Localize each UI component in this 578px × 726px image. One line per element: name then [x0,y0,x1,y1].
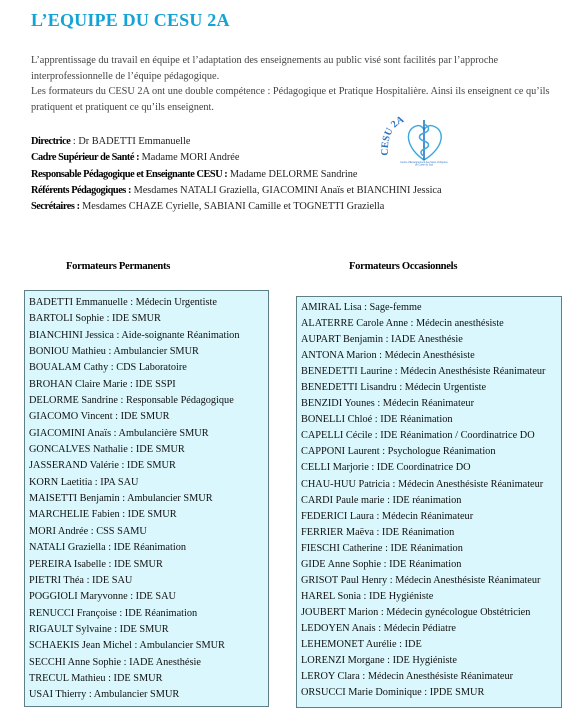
page-title: L’EQUIPE DU CESU 2A [31,10,230,30]
list-item: AMIRAL Lisa : Sage-femme [301,302,422,313]
list-item: GONCALVES Nathalie : IDE SMUR [29,444,185,456]
list-item: CARDI Paule marie : IDE réanimation [301,494,462,506]
list-item: ORSUCCI Marie Dominique : IPDE SMUR [301,687,485,699]
list-item: JOUBERT Marion : Médecin gynécologue Obstétricien [301,606,531,618]
logo-text: CESU 2A [380,114,406,156]
staff-cadre-superieur: Cadre Supérieur de Santé : Madame MORI Andrée [31,152,240,164]
list-item: MAISETTI Benjamin : Ambulancier SMUR [29,493,213,505]
cesu-logo [380,110,462,166]
permanents-heading: Formateurs Permanents [66,261,171,272]
list-item: CELLI Marjorie : IDE Coordinatrice DO [301,462,471,474]
list-item: BENZIDI Younes : Médecin Réanimateur [301,398,475,410]
list-item: BARTOLI Sophie : IDE SMUR [29,313,161,325]
list-item: BENEDETTI Laurine : Médecin Anesthésiste Réanimateur [301,366,546,378]
permanents-list [29,295,268,704]
list-item: SECCHI Anne Sophie : IADE Anesthésie [29,656,201,668]
staff-referents-pedagogiques: Référents Pédagogiques : Mesdames NATALI Graziella, GIACOMINI Anaïs et BIANCHINI Jessica [31,184,442,196]
list-item: GIDE Anne Sophie : IDE Réanimation [301,558,462,570]
list-item: BIANCHINI Jessica : Aide-soignante Réanimation [29,329,240,341]
list-item: LEHEMONET Aurélie : IDE [301,638,422,650]
list-item: LEDOYEN Anais : Médecin Pédiatre [301,622,456,634]
list-item: CAPELLI Cécile : IDE Réanimation / Coordinatrice DO [301,430,535,442]
list-item: TRECUL Mathieu : IDE SMUR [29,672,163,684]
list-item: ALATERRE Carole Anne : Médecin anesthésiste [301,318,504,330]
occasionnels-heading: Formateurs Occasionnels [349,261,458,272]
occasionnels-list [301,300,561,701]
logo-caption-line-1: Centre d'Enseignement des Soins d'Urgence [400,161,448,164]
list-item: PIETRI Théa : IDE SAU [29,574,133,586]
staff-secretaires: Secrétaires : Mesdames CHAZE Cyrielle, SABIANI Camille et TOGNETTI Graziella [31,201,385,213]
list-item: LEROY Clara : Médecin Anesthésiste Réanimateur [301,671,514,683]
list-item: RIGAULT Sylvaine : IDE SMUR [29,623,169,635]
list-item: FIESCHI Catherine : IDE Réanimation [301,542,463,554]
list-item: USAI Thierry : Ambulancier SMUR [29,689,180,701]
list-item: MARCHELIE Fabien : IDE SMUR [29,509,177,521]
logo-caption-line-2: de Corse du Sud [415,163,433,166]
list-item: PEREIRA Isabelle : IDE SMUR [29,558,163,570]
list-item: FERRIER Maëva : IDE Réanimation [301,526,455,538]
logo-heart-icon [408,126,441,160]
list-item: BOUALAM Cathy : CDS Laboratoire [29,362,187,374]
list-item: BONELLI Chloé : IDE Réanimation [301,414,453,426]
list-item: BONIOU Mathieu : Ambulancier SMUR [29,346,199,358]
list-item: KORN Laetitia : IPA SAU [29,476,139,488]
list-item: SCHAEKIS Jean Michel : Ambulancier SMUR [29,640,225,652]
list-item: BROHAN Claire Marie : IDE SSPI [29,378,176,390]
staff-responsable-pedagogique: Responsable Pédagogique et Enseignante CESU : Madame DELORME Sandrine [31,168,358,180]
list-item: RENUCCI Françoise : IDE Réanimation [29,607,198,619]
list-item: NATALI Graziella : IDE Réanimation [29,542,187,554]
list-item: GIACOMO Vincent : IDE SMUR [29,411,170,423]
list-item: POGGIOLI Maryvonne : IDE SAU [29,591,176,603]
intro-paragraph-2: Les formateurs du CESU 2A ont une double compétence : Pédagogique et Pratique Hospitalière. Ainsi ils enseignent ce qu’ils pratiquent et pratiquent ce qu’ils enseignent. [31,86,550,113]
permanents-box [24,290,269,707]
list-item: DELORME Sandrine : Responsable Pédagogique [29,395,234,407]
list-item: JASSERAND Valérie : IDE SMUR [29,460,176,472]
list-item: FEDERICI Laura : Médecin Réanimateur [301,510,474,522]
staff-directrice: Directrice : Dr BADETTI Emmanuelle [31,136,191,147]
list-item: BADETTI Emmanuelle : Médecin Urgentiste [29,297,217,308]
list-item: CHAU-HUU Patricia : Médecin Anesthésiste Réanimateur [301,478,544,490]
list-item: MORI Andrée : CSS SAMU [29,525,147,537]
list-item: AUPART Benjamin : IADE Anesthésie [301,334,463,346]
list-item: GRISOT Paul Henry : Médecin Anesthésiste Réanimateur [301,574,541,586]
occasionnels-box [296,296,562,708]
list-item: GIACOMINI Anaïs : Ambulancière SMUR [29,427,209,439]
intro-paragraph-1: L’apprentissage du travail en équipe et l’adaptation des enseignements au public visé sont facilités par l’approche interprofessionnelle de l’équipe pédagogique. [31,55,499,82]
list-item: BENEDETTI Lisandru : Médecin Urgentiste [301,382,487,394]
list-item: LORENZI Morgane : IDE Hygiéniste [301,655,457,667]
intro-text [31,53,551,115]
list-item: CAPPONI Laurent : Psychologue Réanimation [301,446,496,458]
list-item: ANTONA Marion : Médecin Anesthésiste [301,350,475,362]
list-item: HAREL Sonia : IDE Hygiéniste [301,590,434,602]
